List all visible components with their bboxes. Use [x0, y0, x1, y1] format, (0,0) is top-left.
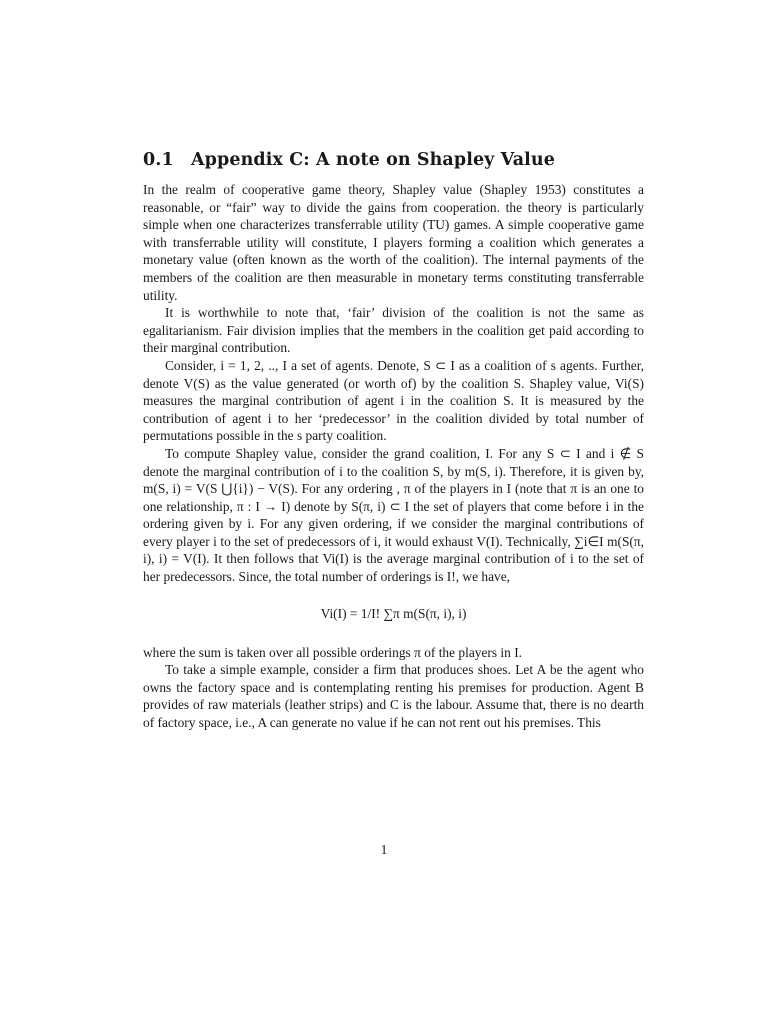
- document-body: [143, 150, 644, 732]
- section-title: Appendix C: A note on Shapley Value: [191, 150, 555, 170]
- equation-text: Vi(I) = 1/I! ∑π m(S(π, i), i): [320, 605, 467, 621]
- paragraph-1: In the realm of cooperative game theory, Shapley value (Shapley 1953) constitutes a reasonable, or “fair” way to divide the gains from cooperation. the theory is particularly simple when one characterizes transferrable utility (TU) games. A simple cooperative game with transferrable utility will constitute, I players forming a coalition which generates a monetary value (often known as the worth of the coalition). The internal payments of the members of the coalition are then measurable in monetary terms constituting transferrable utility.: [143, 182, 644, 303]
- shapley-equation: [143, 588, 644, 640]
- page-number: 1: [380, 842, 388, 857]
- paragraph-6: To take a simple example, consider a firm that produces shoes. Let A be the agent who owns the factory space and is contemplating renting his premises for production. Agent B provides of raw materials (leather strips) and C is the labour. Assume that, there is no dearth of factory space, i.e., A can generate no value if he can not rent out his premises. This: [143, 662, 644, 731]
- section-heading: [143, 150, 644, 170]
- section-number: 0.1: [143, 150, 174, 170]
- paragraph-4: To compute Shapley value, consider the grand coalition, I. For any S ⊂ I and i ∉ S denote the marginal contribution of i to the coalition S, by m(S, i). Therefore, it is given by, m(S, i) = V(S ⋃{i}) − V(S). For any ordering , π of the players in I (note that π is an one to one relationship, π : I → I) denote by S(π, i) ⊂ I the set of players that come before i in the ordering given by i. For any given ordering, if we consider the marginal contributions of every player i to the set of predecessors of i, it would exhaust V(I). Technically, ∑i∈I m(S(π, i), i) = V(I). It then follows that Vi(I) is the average marginal contribution of i to the set of her predecessors. Since, the total number of orderings is I!, we have,: [143, 445, 644, 585]
- paragraph-3: Consider, i = 1, 2, .., I a set of agents. Denote, S ⊂ I as a coalition of s agents. Further, denote V(S) as the value generated (or worth of) by the coalition S. Shapley value, Vi(S) measures the marginal contribution of agent i in the coalition S. It is measured by the contribution of agent i to her ‘predecessor’ in the coalition divided by total number of permutations possible in the s party coalition.: [143, 357, 644, 444]
- paragraph-5: where the sum is taken over all possible orderings π of the players in I.: [143, 644, 522, 660]
- paragraph-2: It is worthwhile to note that, ‘fair’ division of the coalition is not the same as egalitarianism. Fair division implies that the members in the coalition get paid according to their marginal contribution.: [143, 305, 644, 356]
